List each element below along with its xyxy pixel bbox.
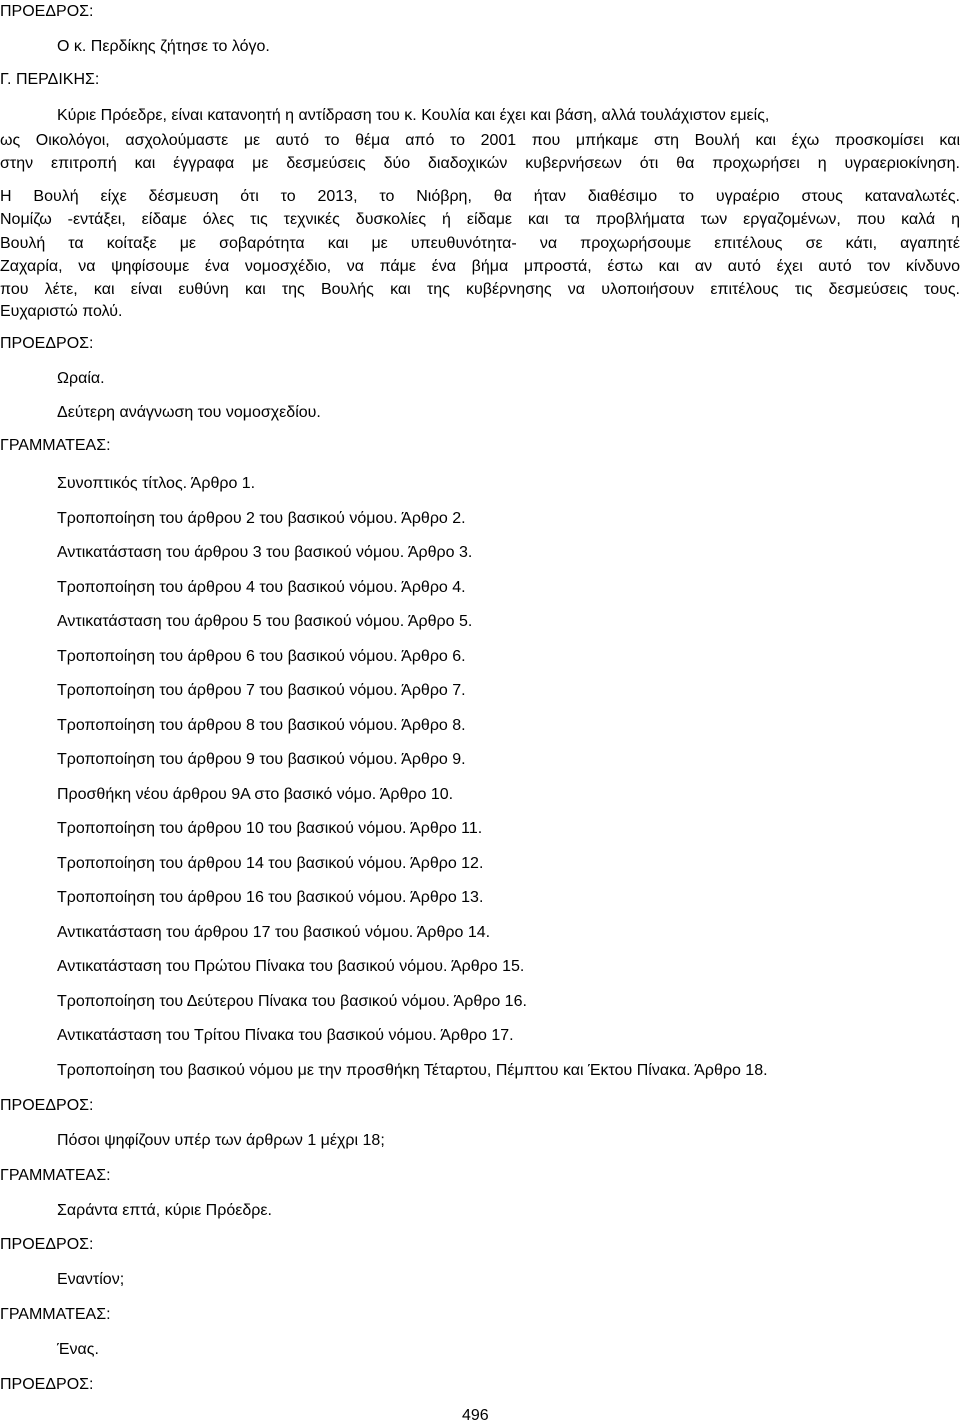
article-line-5: Αντικατάσταση του άρθρου 5 του βασικού νόμου. Άρθρο 5. [57, 613, 473, 630]
speaker-label-proedros: ΠΡΟΕΔΡΟΣ: [0, 3, 94, 20]
speaker-label-proedros: ΠΡΟΕΔΡΟΣ: [0, 1097, 94, 1114]
article-line-15: Αντικατάσταση του Πρώτου Πίνακα του βασικού νόμου. Άρθρο 15. [57, 958, 525, 975]
article-line-16: Τροποποίηση του Δεύτερου Πίνακα του βασικού νόμου. Άρθρο 16. [57, 993, 527, 1010]
speaker-label-proedros: ΠΡΟΕΔΡΟΣ: [0, 335, 94, 352]
article-line-3: Αντικατάσταση του άρθρου 3 του βασικού νόμου. Άρθρο 3. [57, 544, 473, 561]
perdikis-speech-line-6: Βουλή τα κοίταξε με σοβαρότητα και με υπευθυνότητα- να προχωρήσουμε επιτέλους σε κάτι, αγαπητέ [0, 235, 960, 252]
speaker-label-grammateas: ΓΡΑΜΜΑΤΕΑΣ: [0, 437, 111, 454]
article-line-17: Αντικατάσταση του Τρίτου Πίνακα του βασικού νόμου. Άρθρο 17. [57, 1027, 514, 1044]
perdikis-speech-line-4: Η Βουλή είχε δέσμευση ότι το 2013, το Νιόβρη, θα ήταν διαθέσιμο το υγραέριο στους καταναλωτές. [0, 188, 960, 205]
speaker-label-proedros: ΠΡΟΕΔΡΟΣ: [0, 1376, 94, 1393]
article-line-18: Τροποποίηση του βασικού νόμου με την προσθήκη Τέταρτου, Πέμπτου και Έκτου Πίνακα. Άρθρο 18. [57, 1062, 768, 1079]
article-line-2: Τροποποίηση του άρθρου 2 του βασικού νόμου. Άρθρο 2. [57, 510, 466, 527]
speaker-label-perdikis: Γ. ΠΕΡΔΙΚΗΣ: [0, 71, 100, 88]
grammateas-answer: Σαράντα επτά, κύριε Πρόεδρε. [57, 1202, 272, 1219]
intro-line: Ο κ. Περδίκης ζήτησε το λόγο. [57, 38, 270, 55]
proedros-line-1: Ωραία. [57, 370, 105, 387]
article-line-8: Τροποποίηση του άρθρου 8 του βασικού νόμου. Άρθρο 8. [57, 717, 466, 734]
speaker-label-proedros: ΠΡΟΕΔΡΟΣ: [0, 1236, 94, 1253]
article-line-12: Τροποποίηση του άρθρου 14 του βασικού νόμου. Άρθρο 12. [57, 855, 484, 872]
speaker-label-grammateas: ΓΡΑΜΜΑΤΕΑΣ: [0, 1306, 111, 1323]
article-line-10: Προσθήκη νέου άρθρου 9Α στο βασικό νόμο. Άρθρο 10. [57, 786, 454, 803]
article-line-4: Τροποποίηση του άρθρου 4 του βασικού νόμου. Άρθρο 4. [57, 579, 466, 596]
article-line-9: Τροποποίηση του άρθρου 9 του βασικού νόμου. Άρθρο 9. [57, 751, 466, 768]
proedros-question: Πόσοι ψηφίζουν υπέρ των άρθρων 1 μέχρι 18; [57, 1132, 385, 1149]
perdikis-speech-line-2: ως Οικολόγοι, ασχολούμαστε με αυτό το θέμα από το 2001 που μπήκαμε στη Βουλή και έχω προσκομίσει και [0, 132, 960, 149]
article-line-6: Τροποποίηση του άρθρου 6 του βασικού νόμου. Άρθρο 6. [57, 648, 466, 665]
article-line-11: Τροποποίηση του άρθρου 10 του βασικού νόμου. Άρθρο 11. [57, 820, 483, 837]
proedros-against: Εναντίον; [57, 1271, 125, 1288]
perdikis-speech-line-1: Κύριε Πρόεδρε, είναι κατανοητή η αντίδραση του κ. Κουλία και έχει και βάση, αλλά τουλάχιστον εμείς, [57, 107, 770, 124]
proedros-line-2: Δεύτερη ανάγνωση του νομοσχεδίου. [57, 404, 321, 421]
speaker-label-grammateas: ΓΡΑΜΜΑΤΕΑΣ: [0, 1167, 111, 1184]
perdikis-speech-line-7: Ζαχαρία, να ψηφίσουμε ένα νομοσχέδιο, να πάμε ένα βήμα μπροστά, έστω και αν αυτό έχει αυτό τον κίνδυνο [0, 258, 960, 275]
article-line-7: Τροποποίηση του άρθρου 7 του βασικού νόμου. Άρθρο 7. [57, 682, 466, 699]
perdikis-speech-line-5: Νομίζω -εντάξει, είδαμε όλες τις τεχνικές δυσκολίες ή είδαμε και τα προβλήματα των εργαζομένων, που καλά η [0, 211, 960, 228]
perdikis-speech-line-8: που λέτε, και είναι ευθύνη και της Βουλής και της κυβέρνησης να υλοποιήσουν επιτέλους τις δεσμεύσεις τους. [0, 281, 960, 298]
page-number: 496 [462, 1407, 489, 1424]
perdikis-speech-line-9: Ευχαριστώ πολύ. [0, 303, 123, 320]
article-line-13: Τροποποίηση του άρθρου 16 του βασικού νόμου. Άρθρο 13. [57, 889, 484, 906]
perdikis-speech-line-3: στην επιτροπή και έγγραφα με δεσμεύσεις δύο διαδοχικών κυβερνήσεων ότι θα προχωρήσει η υγραεριοκίνηση. [0, 155, 960, 172]
article-line-1: Συνοπτικός τίτλος. Άρθρο 1. [57, 475, 256, 492]
article-line-14: Αντικατάσταση του άρθρου 17 του βασικού νόμου. Άρθρο 14. [57, 924, 491, 941]
grammateas-count: Ένας. [57, 1341, 99, 1358]
